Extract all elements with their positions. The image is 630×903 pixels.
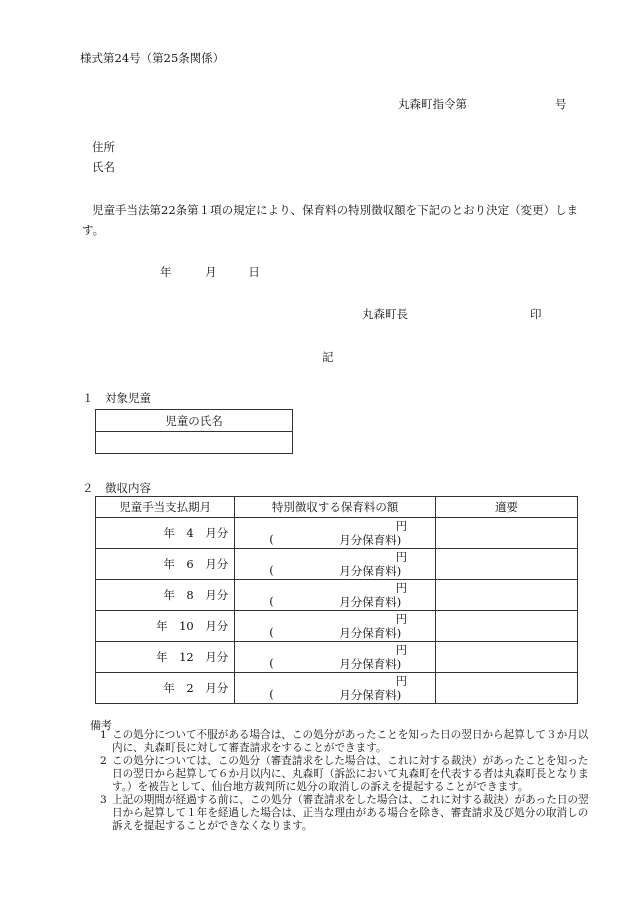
- amount-cell: 円 ( 月分保育料): [235, 611, 436, 642]
- doc-number-suffix: 号: [555, 97, 567, 111]
- note-cell: [436, 549, 578, 580]
- remark-item: 3 上記の期間が経過する前に、この処分（審査請求をした場合は、これに対する裁決）があった日の翌日から起算して１年を経過した場合は、正当な理由がある場合を除き、審査請求及び処分の取消しの訴えを提起することができなくなります。: [100, 794, 589, 832]
- body-paragraph: [82, 200, 582, 240]
- address-label: 住所: [92, 140, 115, 154]
- child-table: [95, 409, 293, 454]
- remarks-list: [90, 729, 590, 833]
- form-id: 様式第24号（第25条関係）: [80, 51, 225, 65]
- date-line: [160, 264, 260, 280]
- date-month: 月: [205, 265, 217, 279]
- child-name-cell: [96, 432, 293, 454]
- date-year: 年: [160, 265, 172, 279]
- month-cell: 年 12 月分: [96, 642, 235, 673]
- table-row: [96, 549, 578, 580]
- month-cell: 年 6 月分: [96, 549, 235, 580]
- seal-mark: 印: [530, 307, 542, 321]
- issuer-title: 丸森町長: [362, 307, 408, 321]
- doc-number-prefix: 丸森町指令第: [398, 97, 467, 111]
- amount-cell: 円 ( 月分保育料): [235, 642, 436, 673]
- remark-item: 2 この処分については、この処分（審査請求をした場合は、これに対する裁決）があったことを知った日の翌日から起算して６か月以内に、丸森町（訴訟において丸森町を代表する者は丸森町長となります。）を被告として、仙台地方裁判所に処分の取消しの訴えを提起することができます。: [100, 755, 589, 793]
- month-cell: 年 10 月分: [96, 611, 235, 642]
- remark-item: 1 この処分について不服がある場合は、この処分があったことを知った日の翌日から起算して３か月以内に、丸森町長に対して審査請求をすることができます。: [100, 729, 589, 754]
- note-cell: [436, 580, 578, 611]
- note-cell: [436, 611, 578, 642]
- note-cell: [436, 642, 578, 673]
- amount-cell: 円 ( 月分保育料): [235, 549, 436, 580]
- month-cell: 年 8 月分: [96, 580, 235, 611]
- date-day: 日: [248, 265, 260, 279]
- remarks-title: 備考: [90, 719, 112, 732]
- amount-cell: 円 ( 月分保育料): [235, 580, 436, 611]
- header-amount: 特別徴収する保育料の額: [235, 497, 436, 518]
- table-row: [96, 580, 578, 611]
- note-cell: [436, 673, 578, 704]
- child-table-header: 児童の氏名: [96, 410, 293, 432]
- amount-cell: 円 ( 月分保育料): [235, 673, 436, 704]
- ki-heading: 記: [322, 350, 334, 364]
- month-cell: 年 2 月分: [96, 673, 235, 704]
- table-row: [96, 673, 578, 704]
- table-row: [96, 518, 578, 549]
- table-row: [96, 642, 578, 673]
- month-cell: 年 4 月分: [96, 518, 235, 549]
- note-cell: [436, 518, 578, 549]
- name-label: 氏名: [92, 160, 115, 174]
- collection-table: [95, 496, 578, 704]
- document-number: [398, 96, 567, 112]
- section2-title: ２ 徴収内容: [82, 481, 151, 495]
- header-payment-month: 児童手当支払期月: [96, 497, 235, 518]
- amount-cell: 円 ( 月分保育料): [235, 518, 436, 549]
- header-note: 適要: [436, 497, 578, 518]
- section1-title: １ 対象児童: [82, 391, 151, 405]
- table-row: [96, 611, 578, 642]
- body-text: 児童手当法第22条第１項の規定により、保育料の特別徴収額を下記のとおり決定（変更）します。: [82, 203, 579, 237]
